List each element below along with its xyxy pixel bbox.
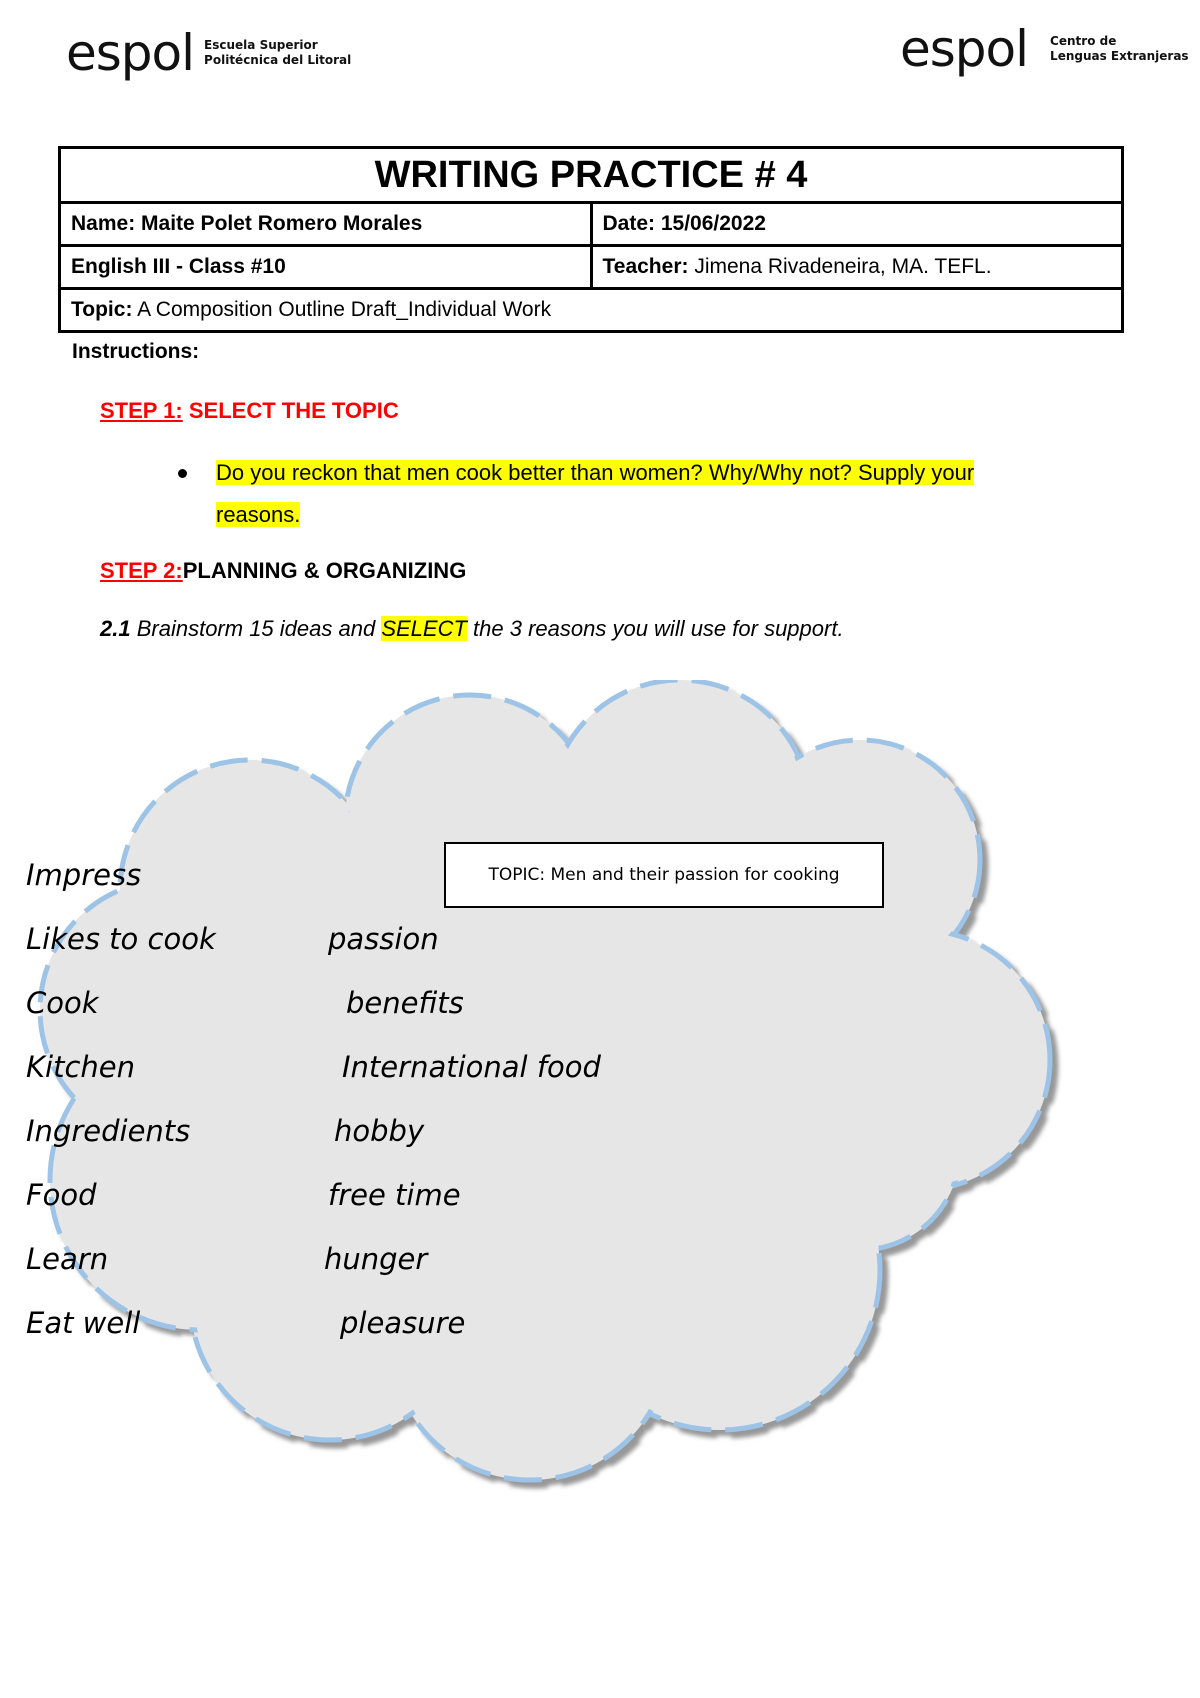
cloud-topic-box xyxy=(444,842,884,908)
topic-value: A Composition Outline Draft_Individual Work xyxy=(137,298,552,321)
espol-logo-right xyxy=(900,20,1189,78)
step1-text: SELECT THE TOPIC xyxy=(188,398,399,423)
logo-subtitle-line1: Centro de xyxy=(1050,34,1117,48)
idea-left: Impress xyxy=(26,858,142,892)
idea-left: Learn xyxy=(26,1242,109,1276)
idea-left: Cook xyxy=(26,986,99,1020)
header-table xyxy=(58,146,1124,333)
idea-right: pleasure xyxy=(340,1306,466,1340)
logo-subtitle-line1: Escuela Superior xyxy=(204,38,318,52)
bullet-line2: reasons. xyxy=(216,502,301,527)
step1-label: STEP 1: xyxy=(100,398,183,423)
teacher-value: Jimena Rivadeneira, MA. TEFL. xyxy=(694,255,992,278)
logo-wordmark: espol xyxy=(900,20,1029,78)
step1-heading xyxy=(100,398,399,424)
name-label: Name: xyxy=(71,212,136,235)
idea-left: Likes to cook xyxy=(26,922,216,956)
idea-right: International food xyxy=(342,1050,601,1084)
idea-right: hobby xyxy=(334,1114,425,1148)
substep-text-b: the 3 reasons you will use for support. xyxy=(473,616,844,641)
idea-right: passion xyxy=(328,922,439,956)
cloud-topic-value: Men and their passion for cooking xyxy=(550,865,840,885)
topic-cell xyxy=(60,289,1123,332)
substep-number: 2.1 xyxy=(100,616,131,641)
idea-left: Food xyxy=(26,1178,97,1212)
teacher-label: Teacher: xyxy=(602,255,689,278)
teacher-cell xyxy=(591,246,1123,289)
idea-left: Eat well xyxy=(26,1306,141,1340)
idea-right: free time xyxy=(328,1178,461,1212)
date-value: 15/06/2022 xyxy=(660,212,766,235)
espol-logo-left xyxy=(66,24,352,82)
idea-right: benefits xyxy=(346,986,464,1020)
idea-left: Kitchen xyxy=(26,1050,135,1084)
topic-question-bullet xyxy=(178,452,1078,536)
idea-right: hunger xyxy=(324,1242,428,1276)
substep-line xyxy=(100,616,844,642)
instructions-label: Instructions: xyxy=(72,340,200,363)
course-cell: English III - Class #10 xyxy=(60,246,592,289)
logo-subtitle xyxy=(204,38,351,68)
logo-subtitle-line2: Lenguas Extranjeras xyxy=(1050,49,1189,63)
bullet-line1: Do you reckon that men cook better than women? Why/Why not? Supply your xyxy=(216,460,975,485)
page-title: WRITING PRACTICE # 4 xyxy=(60,148,1123,203)
step2-heading xyxy=(100,558,466,584)
logo-subtitle xyxy=(1050,34,1189,64)
cloud-topic-label: TOPIC: xyxy=(488,865,546,885)
substep-highlight: SELECT xyxy=(381,616,467,641)
idea-left: Ingredients xyxy=(26,1114,191,1148)
date-label: Date: xyxy=(602,212,656,235)
date-cell xyxy=(591,203,1123,246)
bullet-text xyxy=(216,452,1078,536)
step2-text: PLANNING & ORGANIZING xyxy=(182,558,467,583)
logo-wordmark: espol xyxy=(66,24,195,82)
substep-text-a: Brainstorm 15 ideas and xyxy=(136,616,376,641)
name-cell xyxy=(60,203,592,246)
step2-label: STEP 2: xyxy=(100,558,183,583)
bullet-icon xyxy=(178,469,187,478)
topic-label: Topic: xyxy=(71,298,133,321)
logo-subtitle-line2: Politécnica del Litoral xyxy=(204,53,352,67)
name-value: Maite Polet Romero Morales xyxy=(141,212,423,235)
